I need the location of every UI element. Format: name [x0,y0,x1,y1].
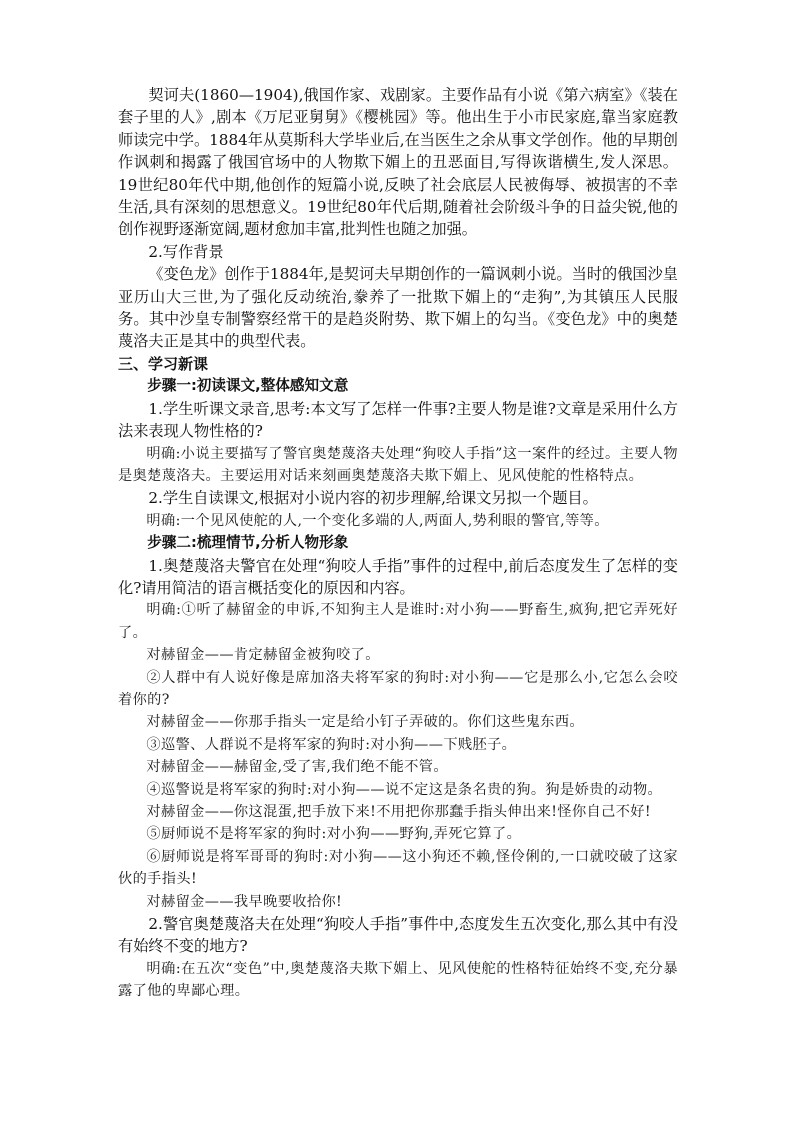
step1-answer-2: 明确:一个见风使舵的人,一个变化多端的人,两面人,势利眼的警官,等等。 [146,512,609,529]
background-heading: 2.写作背景 [148,242,224,261]
step2-answer-1-part-2b: 对赫留金——你那手指头一定是给小钉子弄破的。你们这些鬼东西。 [146,714,585,731]
step2-title: 步骤二:梳理情节,分析人物形象 [147,534,349,552]
step1-answer-1: 明确:小说主要描写了警官奥楚蔑洛夫处理“狗咬人手指”这一案件的经过。主要人物是奥楚蔑洛夫。主要运用对话来刻画奥楚蔑洛夫欺下媚上、见风使舵的性格特点。 [118,445,678,484]
author-intro-paragraph: 契诃夫(1860—1904),俄国作家、戏剧家。主要作品有小说《第六病室》《装在套子里的人》,剧本《万尼亚舅舅》《樱桃园》等。他出生于小市民家庭,靠当家庭教师读完中学。1884年从莫斯科大学毕业后,在当医生之余从事文学创作。他的早期创作讽刺和揭露了俄国官场中的人物欺下媚上的丑恶面目,写得诙谐横生,发人深思。19世纪80年代中期,他创作的短篇小说,反映了社会底层人民被侮辱、被损害的不幸生活,具有深刻的思想意义。19世纪80年代后期,随着社会阶级斗争的日益尖锐,他的创作视野逐渐宽阔,题材愈加丰富,批判性也随之加强。 [118,86,678,239]
background-paragraph: 《变色龙》创作于1884年,是契诃夫早期创作的一篇讽刺小说。当时的俄国沙皇亚历山大三世,为了强化反动统治,豢养了一批欺下媚上的“走狗”,为其镇压人民服务。其中沙皇专制警察经常干的是趋炎附势、欺下媚上的勾当。《变色龙》中的奥楚蔑洛夫正是其中的典型代表。 [118,265,678,351]
step2-answer-1-part-6b: 对赫留金——我早晚要收拾你! [146,893,343,910]
step2-question-1: 1.奥楚蔑洛夫警官在处理“狗咬人手指”事件的过程中,前后态度发生了怎样的变化?请用简洁的语言概括变化的原因和内容。 [118,556,678,597]
section-title-new-lesson: 三、学习新课 [118,354,209,373]
step2-question-2: 2.警官奥楚蔑洛夫在处理“狗咬人手指”事件中,态度发生五次变化,那么其中有没有始终不变的地方? [118,915,678,956]
step2-answer-1-part-2: ②人群中有人说好像是席加洛夫将军家的狗时:对小狗——它是那么小,它怎么会咬着你的? [118,669,678,708]
step1-question-1: 1.学生听课文录音,思考:本文写了怎样一件事?主要人物是谁?文章是采用什么方法来表现人物性格的? [118,399,678,441]
step2-answer-1-part-3b: 对赫留金——赫留金,受了害,我们绝不能不管。 [146,759,448,776]
step2-answer-1-part-3: ③巡警、人群说不是将军家的狗时:对小狗——下贱胚子。 [146,736,517,753]
step2-answer-1-part-4: ④巡警说是将军家的狗时:对小狗——说不定这是条名贵的狗。狗是娇贵的动物。 [146,781,663,798]
step1-question-2: 2.学生自读课文,根据对小说内容的初步理解,给课文另拟一个题目。 [148,489,598,508]
step2-answer-1-part-6: ⑥厨师说是将军哥哥的狗时:对小狗——这小狗还不赖,怪伶俐的,一口就咬破了这家伙的手指头! [118,848,678,888]
step2-answer-1-part-1b: 对赫留金——肯定赫留金被狗咬了。 [146,647,380,664]
step2-answer-1-part-4b: 对赫留金——你这混蛋,把手放下来!不用把你那蠢手指头伸出来!怪你自己不好! [146,804,651,820]
step2-answer-2: 明确:在五次“变色”中,奥楚蔑洛夫欺下媚上、见风使舵的性格特征始终不变,充分暴露了他的卑鄙心理。 [118,960,678,1000]
step2-answer-1-part-5: ⑤厨师说不是将军家的狗时:对小狗——野狗,弄死它算了。 [146,826,522,843]
document-body [118,84,678,1003]
step1-title: 步骤一:初读课文,整体感知文意 [147,377,349,395]
step2-answer-1-part-1: 明确:①听了赫留金的申诉,不知狗主人是谁时:对小狗——野畜生,疯狗,把它弄死好了。 [118,602,678,641]
